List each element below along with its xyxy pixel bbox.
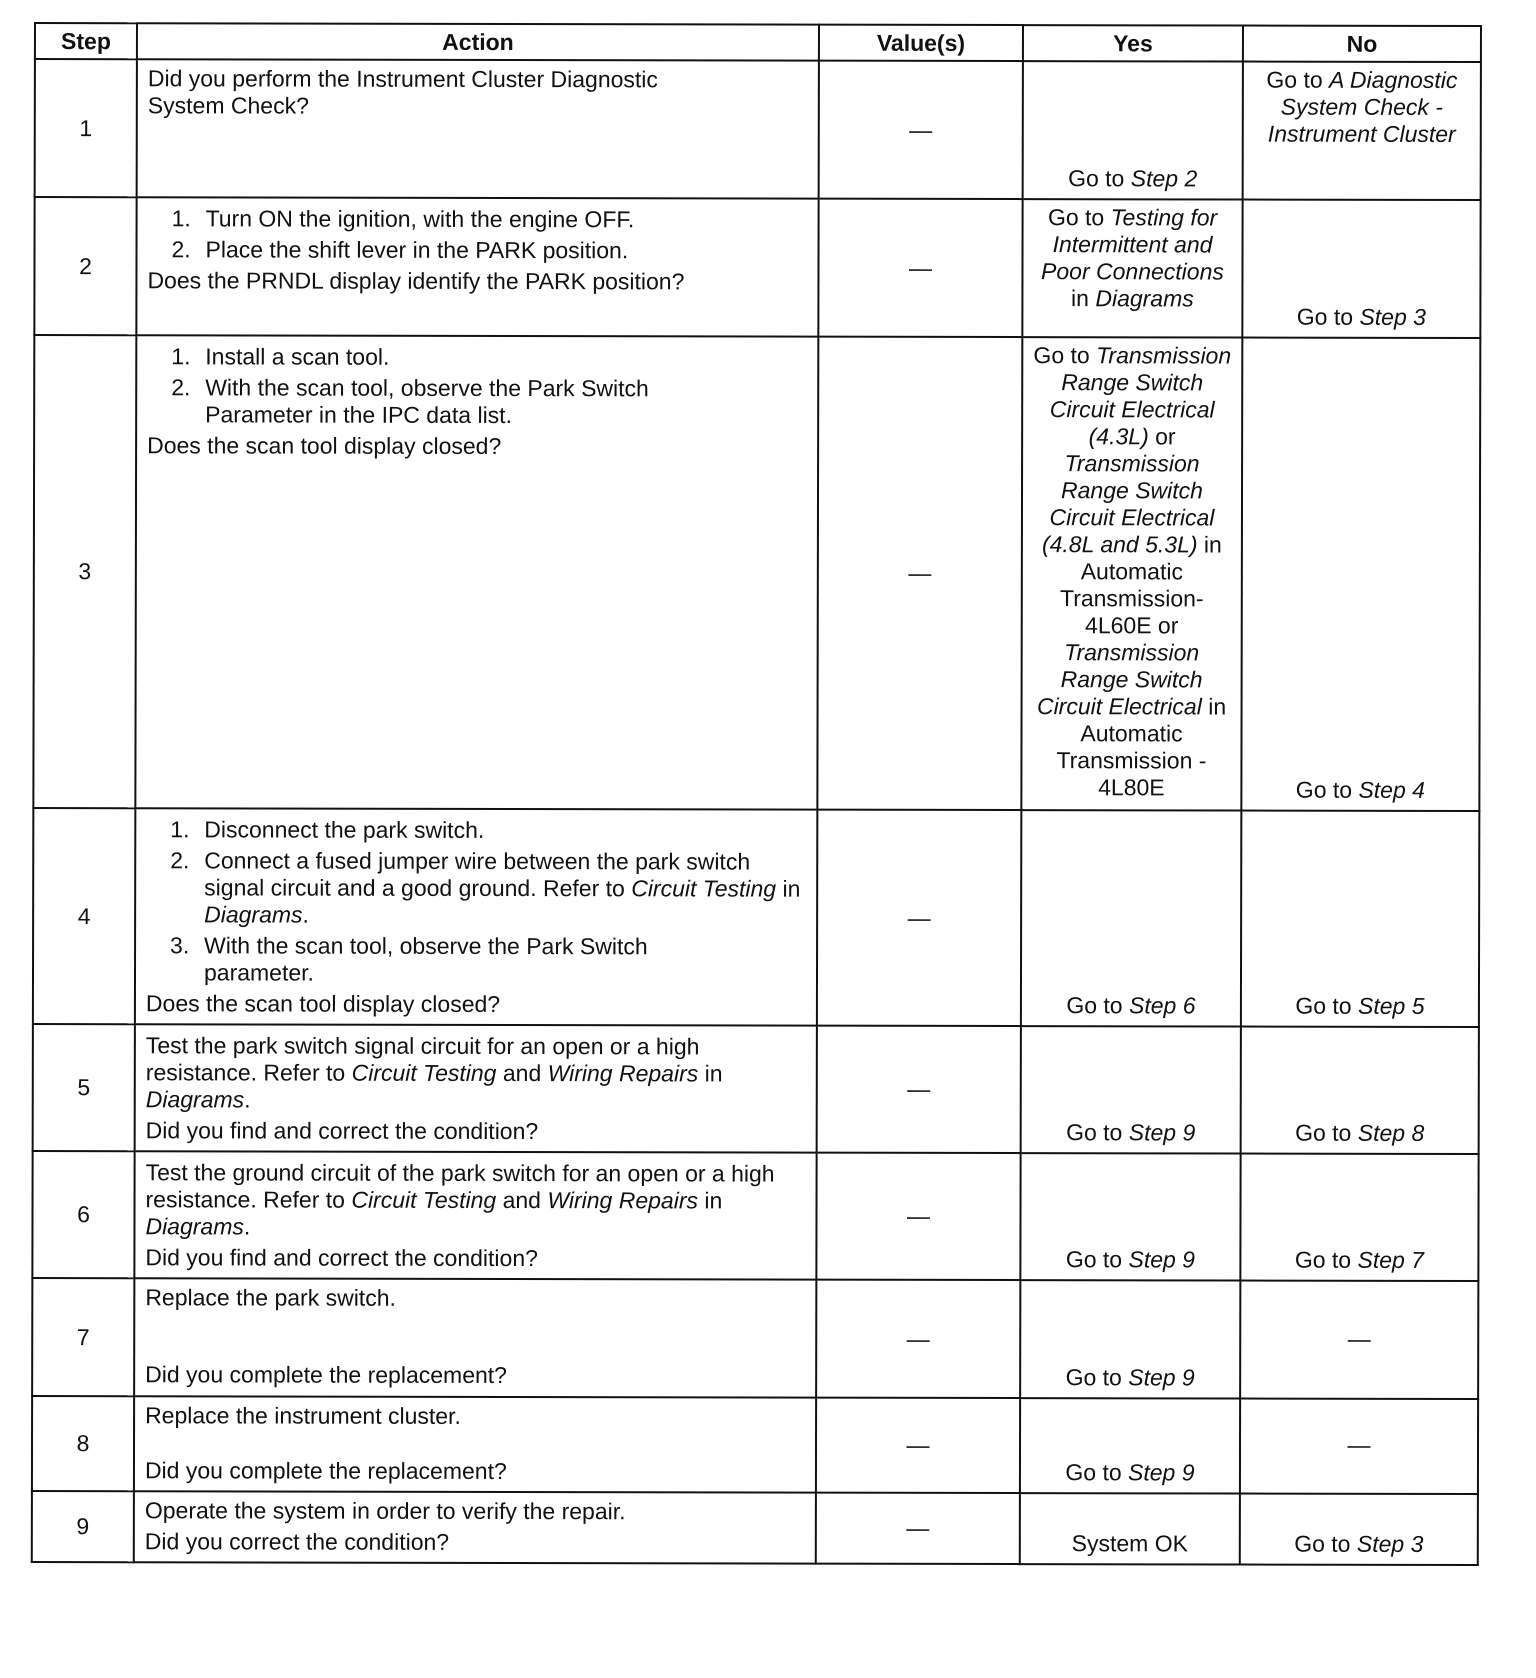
action-cell [136,197,818,336]
action-text: Did you perform the Instrument Cluster Diagnostic System Check? [147,65,658,119]
header-row [35,23,1481,62]
no-link[interactable]: Step 3 [1356,1530,1424,1557]
value-cell [816,1493,1020,1564]
yes-middle: in [1071,285,1096,312]
no-link[interactable]: Step 5 [1357,992,1425,1019]
table-row [32,1151,1478,1281]
list-item: 1. Disconnect the park switch. [170,816,485,843]
action-question: Did you complete the replacement? [144,1457,507,1484]
table-row [34,197,1480,338]
dash-value: — [906,1514,930,1541]
yes-prefix: Go to [1065,1459,1129,1486]
no-prefix: Go to [1294,1530,1357,1557]
no-cell [1241,1027,1479,1154]
yes-link2[interactable]: Diagrams [1095,285,1194,312]
list-item: 2. Place the shift lever in the PARK position. [171,236,629,264]
yes-prefix: Go to [1068,165,1131,192]
action-text: Replace the instrument cluster. [145,1402,461,1429]
yes-cell [1020,1493,1240,1564]
yes-prefix: Go to [1065,1364,1129,1391]
yes-link-1[interactable]: Transmission Range Switch Circuit Electrical (4.3L) [1049,342,1232,450]
no-cell [1243,62,1481,200]
no-cell [1242,200,1480,338]
table-row [33,808,1479,1027]
action-text: Replace the park switch. [145,1284,396,1311]
action-text: Operate the system in order to verify the repair. [144,1497,626,1525]
action-cell [135,335,818,809]
table-row [33,1024,1479,1154]
yes-cell [1020,1153,1240,1280]
step-number: 1 [35,59,137,197]
yes-text: System OK [1071,1530,1188,1557]
list-item: 2. With the scan tool, observe the Park Switch Parameter in the IPC data list. [171,374,649,429]
list-item: 1. Install a scan tool. [171,343,390,370]
wiring-repairs-link[interactable]: Wiring Repairs [547,1187,699,1214]
action-question: Does the scan tool display closed? [147,432,502,459]
no-prefix: Go to [1266,66,1330,93]
yes-link[interactable]: Step 9 [1128,1459,1195,1486]
value-cell [817,1026,1021,1153]
yes-link[interactable]: Step 9 [1128,1246,1196,1273]
yes-prefix: Go to [1065,1246,1129,1273]
yes-cell [1022,199,1242,337]
yes-link[interactable]: Testing for Intermittent and Poor Connections [1041,204,1224,285]
step-number: 7 [32,1278,134,1396]
step-number: 2 [34,197,136,335]
no-link[interactable]: A Diagnostic System Check - Instrument Cluster [1267,66,1458,147]
no-cell [1240,1281,1478,1399]
value-cell [817,810,1021,1026]
yes-link[interactable]: Step 2 [1130,165,1198,192]
value-cell [816,1280,1020,1398]
step-number: 6 [32,1151,134,1278]
yes-prefix: Go to [1047,204,1111,231]
diagrams-link[interactable]: Diagrams [145,1086,245,1113]
action-cell [135,1024,817,1152]
step-number: 8 [32,1396,134,1491]
action-cell [134,1151,816,1279]
table-row [32,1396,1478,1494]
yes-cell [1021,337,1242,810]
table-row [33,335,1480,811]
header-values: Value(s) [819,25,1023,61]
yes-text-4: in Automatic Transmission - 4L80E [1056,693,1227,801]
circuit-testing-link[interactable]: Circuit Testing [631,875,777,902]
yes-cell [1020,1398,1240,1493]
no-cell [1241,811,1479,1027]
step-number: 4 [33,808,135,1024]
yes-cell [1020,1280,1240,1398]
no-cell [1240,1399,1478,1494]
value-cell [816,1398,1020,1493]
list-item: 1. Turn ON the ignition, with the engine OFF. [171,205,635,233]
yes-prefix: Go to [1066,1119,1129,1146]
yes-link[interactable]: Step 9 [1128,1364,1195,1391]
action-question: Did you correct the condition? [144,1528,450,1555]
no-link[interactable]: Step 7 [1357,1246,1425,1273]
circuit-testing-link[interactable]: Circuit Testing [351,1186,497,1213]
action-cell [135,808,817,1025]
value-cell [816,1153,1020,1280]
value-cell [817,337,1022,810]
yes-link-2[interactable]: Transmission Range Switch Circuit Electrical (4.8L and 5.3L) [1041,450,1215,558]
action-cell [137,59,819,198]
diagrams-link[interactable]: Diagrams [145,1213,244,1240]
yes-text-3: in Automatic Transmission-4L60E or [1059,531,1222,639]
header-step: Step [35,23,137,59]
list-item: 2. Connect a fused jumper wire between the park switch signal circuit and a good ground. Refer to Circuit Testing in Diagrams. [170,847,801,928]
table-row [32,1278,1478,1399]
dash-value: — [1347,1431,1371,1458]
value-cell [818,199,1022,337]
action-question: Does the PRNDL display identify the PARK position? [147,267,685,295]
action-cell [134,1278,816,1397]
dash-value: — [906,1325,930,1352]
no-link[interactable]: Step 4 [1358,776,1426,803]
step-number: 3 [33,335,136,808]
action-cell [134,1396,816,1492]
header-no: No [1243,26,1481,62]
circuit-testing-link[interactable]: Circuit Testing [351,1059,497,1086]
no-link[interactable]: Step 8 [1357,1119,1425,1146]
no-link[interactable]: Step 3 [1359,303,1426,330]
no-prefix: Go to [1295,992,1359,1019]
diagnostic-table [31,22,1482,1566]
header-yes: Yes [1023,25,1243,61]
yes-cell [1021,1026,1241,1153]
table-row [32,1491,1478,1565]
action-paragraph: Test the park switch signal circuit for an open or a high resistance. Refer to Circuit Testing and Wiring Repairs in Diagrams. [145,1032,723,1113]
action-cell [134,1491,816,1563]
dash-value: — [909,116,933,143]
yes-cell [1023,61,1243,199]
no-cell [1240,1154,1478,1281]
yes-link[interactable]: Step 9 [1128,1119,1196,1146]
action-paragraph: Test the ground circuit of the park switch for an open or a high resistance. Refer to Circuit Testing and Wiring Repairs in Diagrams. [145,1159,775,1240]
no-cell [1240,1494,1478,1565]
yes-text-2: or [1148,423,1176,450]
dash-value: — [908,254,933,281]
step-number: 5 [33,1024,135,1151]
dash-value: — [906,1431,930,1458]
list-item: 3. With the scan tool, observe the Park Switch parameter. [170,932,648,986]
yes-link[interactable]: Step 6 [1128,992,1196,1019]
diagrams-link[interactable]: Diagrams [204,901,303,928]
action-question: Did you find and correct the condition? [145,1117,539,1145]
no-prefix: Go to [1295,776,1359,803]
no-prefix: Go to [1294,1246,1358,1273]
no-cell [1241,338,1480,811]
no-prefix: Go to [1295,1119,1358,1146]
yes-link-3[interactable]: Transmission Range Switch Circuit Electrical [1036,639,1203,720]
yes-text-1: Go to [1033,342,1097,369]
action-question: Does the scan tool display closed? [145,990,501,1017]
wiring-repairs-link[interactable]: Wiring Repairs [547,1060,699,1087]
value-cell [819,61,1023,199]
diagnostic-table-wrapper [31,22,1480,1566]
yes-cell [1021,810,1241,1026]
dash-value: — [906,1202,931,1229]
step-number: 9 [32,1491,134,1562]
table-row [35,59,1481,200]
no-prefix: Go to [1296,303,1360,330]
dash-value: — [1347,1325,1371,1352]
action-question: Did you complete the replacement? [145,1361,508,1388]
dash-value: — [908,559,932,586]
action-question: Did you find and correct the condition? [145,1244,538,1272]
dash-value: — [907,904,931,931]
header-action: Action [137,23,819,60]
dash-value: — [907,1075,931,1102]
yes-prefix: Go to [1066,992,1130,1019]
